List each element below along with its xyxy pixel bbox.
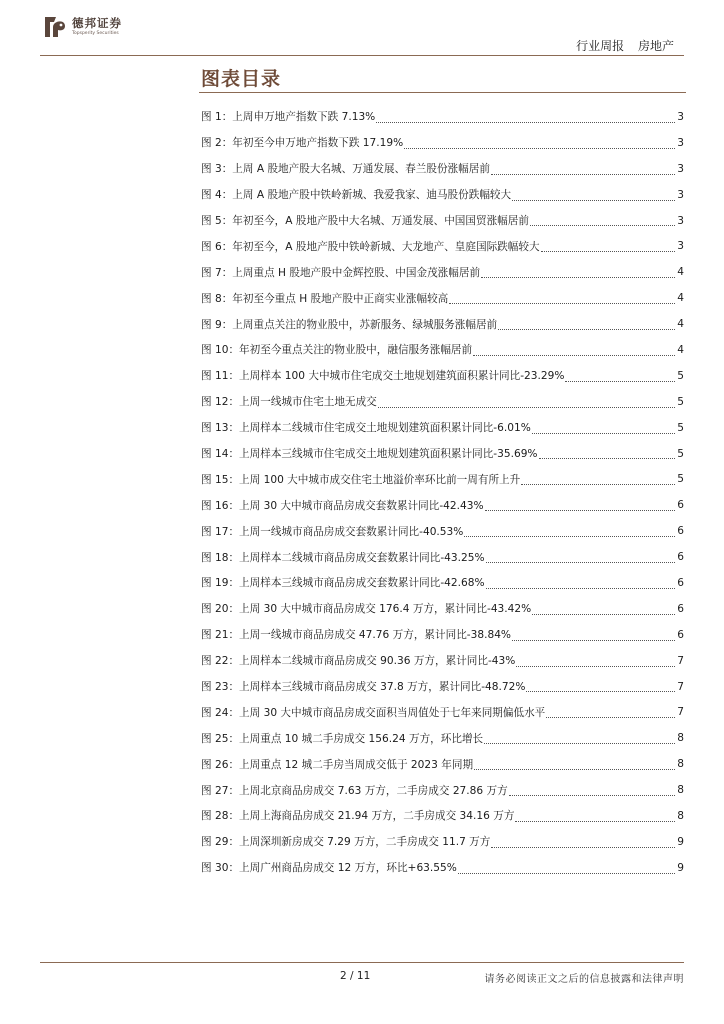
toc-leader-dots <box>541 241 676 252</box>
toc-entry-page: 7 <box>677 680 684 693</box>
toc-entry[interactable] <box>201 596 684 622</box>
toc-leader-dots <box>464 526 675 537</box>
toc-entry[interactable] <box>201 492 684 518</box>
toc-entry-page: 8 <box>677 732 684 745</box>
toc-entry-page: 6 <box>677 576 684 589</box>
toc-entry-page: 4 <box>677 266 684 279</box>
company-logo-icon <box>42 14 68 40</box>
toc-leader-dots <box>458 863 675 874</box>
toc-leader-dots <box>512 190 675 201</box>
toc-entry-page: 3 <box>677 136 684 149</box>
toc-leader-dots <box>512 630 675 641</box>
toc-entry-page: 3 <box>677 214 684 227</box>
toc-leader-dots <box>521 474 675 485</box>
toc-entry-page: 5 <box>677 395 684 408</box>
page-number: 2 / 11 <box>340 970 371 982</box>
toc-entry-label: 图 27：上周北京商品房成交 7.63 万方，二手房成交 27.86 万方 <box>201 784 508 797</box>
toc-entry[interactable] <box>201 182 684 208</box>
company-logo <box>42 14 122 40</box>
toc-entry[interactable] <box>201 311 684 337</box>
toc-entry[interactable] <box>201 751 684 777</box>
toc-entry[interactable] <box>201 674 684 700</box>
toc-leader-dots <box>404 138 675 149</box>
toc-entry[interactable] <box>201 855 684 881</box>
toc-leader-dots <box>516 656 675 667</box>
toc-entry-label: 图 18：上周样本二线城市商品房成交套数累计同比-43.25% <box>201 551 485 564</box>
toc-leader-dots <box>491 837 675 848</box>
toc-leader-dots <box>546 707 675 718</box>
toc-leader-dots <box>532 604 675 615</box>
toc-entry-label: 图 15：上周 100 大中城市成交住宅土地溢价率环比前一周有所上升 <box>201 473 521 486</box>
toc-leader-dots <box>484 733 675 744</box>
toc-entry-page: 8 <box>677 758 684 771</box>
toc-leader-dots <box>473 345 675 356</box>
toc-entry-page: 4 <box>677 292 684 305</box>
toc-entry-page: 6 <box>677 499 684 512</box>
toc-entry[interactable] <box>201 544 684 570</box>
header-tags <box>566 37 674 54</box>
toc-entry-label: 图 6：年初至今，A 股地产股中铁岭新城、大龙地产、皇庭国际跌幅较大 <box>201 240 540 253</box>
toc-entry-label: 图 16：上周 30 大中城市商品房成交套数累计同比-42.43% <box>201 499 484 512</box>
sector-name: 房地产 <box>637 39 674 53</box>
toc-entry[interactable] <box>201 466 684 492</box>
report-type: 行业周报 <box>576 39 625 53</box>
toc-entry-label: 图 7：上周重点 H 股地产股中金辉控股、中国金茂涨幅居前 <box>201 266 481 279</box>
toc-leader-dots <box>378 397 675 408</box>
toc-entry-label: 图 21：上周一线城市商品房成交 47.76 万方，累计同比-38.84% <box>201 629 511 642</box>
toc-entry-label: 图 22：上周样本二线城市商品房成交 90.36 万方，累计同比-43% <box>201 655 516 668</box>
toc-leader-dots <box>509 785 676 796</box>
toc-entry[interactable] <box>201 622 684 648</box>
toc-title-divider <box>199 92 686 93</box>
toc-title: 图表目录 <box>201 68 282 90</box>
toc-entry-page: 7 <box>677 706 684 719</box>
toc-entry-label: 图 12：上周一线城市住宅土地无成交 <box>201 396 377 409</box>
toc-entry-page: 3 <box>677 188 684 201</box>
toc-entry-label: 图 1：上周申万地产指数下跌 7.13% <box>201 111 376 124</box>
toc-entry[interactable] <box>201 104 684 130</box>
toc-entry[interactable] <box>201 285 684 311</box>
toc-entry-page: 4 <box>677 318 684 331</box>
toc-entry-label: 图 28：上周上海商品房成交 21.94 万方，二手房成交 34.16 万方 <box>201 810 515 823</box>
toc-entry-label: 图 8：年初至今重点 H 股地产股中正商实业涨幅较高 <box>201 292 449 305</box>
toc-leader-dots <box>515 811 675 822</box>
toc-leader-dots <box>526 681 675 692</box>
toc-entry-page: 5 <box>677 447 684 460</box>
toc-entry-label: 图 24：上周 30 大中城市商品房成交面积当周值处于七年来同期偏低水平 <box>201 706 546 719</box>
legal-disclaimer: 请务必阅读正文之后的信息披露和法律声明 <box>484 974 684 985</box>
toc-entry-label: 图 11：上周样本 100 大中城市住宅成交土地规划建筑面积累计同比-23.29% <box>201 370 565 383</box>
toc-entry-label: 图 23：上周样本三线城市商品房成交 37.8 万方，累计同比-48.72% <box>201 681 526 694</box>
toc-leader-dots <box>486 552 676 563</box>
logo-text-cn: 德邦证券 <box>72 16 122 30</box>
toc-entry-page: 5 <box>677 369 684 382</box>
toc-entry-label: 图 4：上周 A 股地产股中铁岭新城、我爱我家、迪马股份跌幅较大 <box>201 189 512 202</box>
toc-leader-dots <box>474 759 675 770</box>
toc-leader-dots <box>565 371 675 382</box>
toc-entry-label: 图 10：年初至今重点关注的物业股中，融信服务涨幅居前 <box>201 344 473 357</box>
toc-entry[interactable] <box>201 363 684 389</box>
toc-leader-dots <box>530 215 675 226</box>
toc-entry-label: 图 9：上周重点关注的物业股中，苏新服务、绿城服务涨幅居前 <box>201 318 498 331</box>
toc-entry[interactable] <box>201 233 684 259</box>
toc-leader-dots <box>485 500 676 511</box>
toc-leader-dots <box>486 578 676 589</box>
toc-entry-label: 图 3：上周 A 股地产股大名城、万通发展、春兰股份涨幅居前 <box>201 163 490 176</box>
toc-entry-page: 9 <box>677 861 684 874</box>
toc-leader-dots <box>481 267 675 278</box>
toc-entry[interactable] <box>201 777 684 803</box>
toc-leader-dots <box>539 448 676 459</box>
toc-entry-page: 6 <box>677 628 684 641</box>
toc-entry-page: 3 <box>677 110 684 123</box>
toc-entry[interactable] <box>201 829 684 855</box>
toc-leader-dots <box>449 293 675 304</box>
toc-entry-page: 3 <box>677 162 684 175</box>
toc-leader-dots <box>376 112 675 123</box>
toc-entry-page: 8 <box>677 784 684 797</box>
footer-divider <box>40 962 684 963</box>
toc-entry-page: 3 <box>677 240 684 253</box>
toc-entry-label: 图 19：上周样本三线城市商品房成交套数累计同比-42.68% <box>201 577 485 590</box>
toc-entry-label: 图 2：年初至今申万地产指数下跌 17.19% <box>201 137 404 150</box>
header-divider <box>40 55 684 56</box>
toc-entry[interactable] <box>201 415 684 441</box>
toc-leader-dots <box>498 319 675 330</box>
toc-entry[interactable] <box>201 389 684 415</box>
toc-entry[interactable] <box>201 518 684 544</box>
toc-entry-label: 图 30：上周广州商品房成交 12 万方，环比+63.55% <box>201 862 457 875</box>
toc-entry-page: 5 <box>677 421 684 434</box>
toc-entry-label: 图 29：上周深圳新房成交 7.29 万方，二手房成交 11.7 万方 <box>201 836 491 849</box>
toc-entry[interactable] <box>201 441 684 467</box>
toc-entry[interactable] <box>201 130 684 156</box>
logo-text-en: Topsperity Securities <box>72 30 119 36</box>
toc-entry[interactable] <box>201 156 684 182</box>
toc-entry-label: 图 13：上周样本二线城市住宅成交土地规划建筑面积累计同比-6.01% <box>201 422 531 435</box>
toc-entry-page: 6 <box>677 602 684 615</box>
toc-entry[interactable] <box>201 208 684 234</box>
toc-entry-label: 图 14：上周样本三线城市住宅成交土地规划建筑面积累计同比-35.69% <box>201 448 538 461</box>
toc-entry[interactable] <box>201 803 684 829</box>
toc-entry-page: 5 <box>677 473 684 486</box>
toc-entry-label: 图 20：上周 30 大中城市商品房成交 176.4 万方，累计同比-43.42% <box>201 603 532 616</box>
toc-entry-page: 7 <box>677 654 684 667</box>
toc-entry-page: 6 <box>677 551 684 564</box>
toc-entry[interactable] <box>201 337 684 363</box>
toc-leader-dots <box>491 164 675 175</box>
toc-entry-page: 4 <box>677 343 684 356</box>
toc-entry[interactable] <box>201 648 684 674</box>
toc-entry[interactable] <box>201 725 684 751</box>
toc-entry-page: 9 <box>677 835 684 848</box>
toc-list <box>201 104 684 881</box>
toc-entry-label: 图 17：上周一线城市商品房成交套数累计同比-40.53% <box>201 525 464 538</box>
toc-leader-dots <box>532 423 675 434</box>
toc-entry-label: 图 5：年初至今，A 股地产股中大名城、万通发展、中国国贸涨幅居前 <box>201 215 529 227</box>
toc-entry[interactable] <box>201 699 684 725</box>
toc-entry-label: 图 26：上周重点 12 城二手房当周成交低于 2023 年同期 <box>201 758 474 771</box>
toc-entry[interactable] <box>201 259 684 285</box>
toc-entry-page: 8 <box>677 809 684 822</box>
toc-entry[interactable] <box>201 570 684 596</box>
toc-entry-label: 图 25：上周重点 10 城二手房成交 156.24 万方，环比增长 <box>201 732 484 745</box>
toc-entry-page: 6 <box>677 525 684 538</box>
